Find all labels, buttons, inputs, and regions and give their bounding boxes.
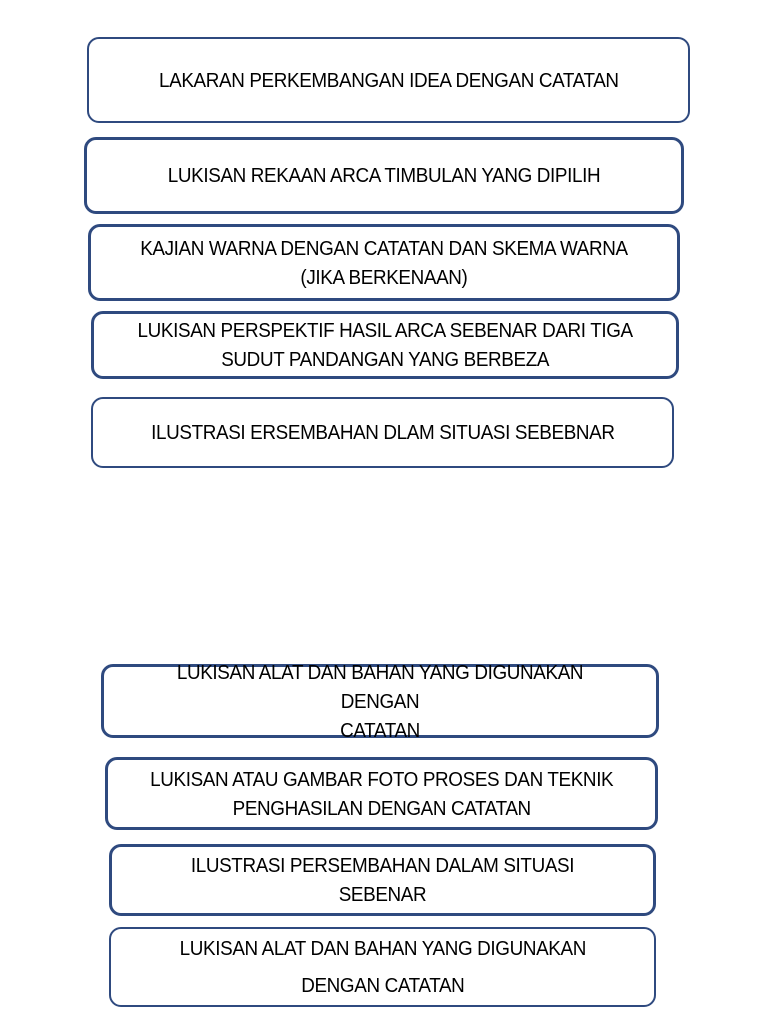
step-label: LUKISAN ATAU GAMBAR FOTO PROSES DAN TEKNIK PENGHASILAN DENGAN CATATAN [149,767,614,820]
step-box-process-photos [105,757,658,830]
step-label: LUKISAN REKAAN ARCA TIMBULAN YANG DIPILIH [167,164,601,187]
step-box-tools-materials [101,660,659,742]
step-label: LUKISAN ALAT DAN BAHAN YANG DIGUNAKAN DENGAN CATATAN [179,937,586,997]
step-label: ILUSTRASI ERSEMBAHAN DLAM SITUASI SEBEBNAR [150,421,615,444]
step-box-perspective-drawing [91,311,679,379]
step-box-relief-design [84,137,684,214]
step-box-sketch-development [87,37,690,123]
step-box-presentation-real-situation [109,844,656,916]
step-label: LAKARAN PERKEMBANGAN IDEA DENGAN CATATAN [158,68,619,92]
step-label: LUKISAN PERSPEKTIF HASIL ARCA SEBENAR DARI TIGA SUDUT PANDANGAN YANG BERBEZA [137,319,633,371]
step-box-tools-materials-notes [109,927,656,1007]
step-label: LUKISAN ALAT DAN BAHAN YANG DIGUNAKAN DENGAN CATATAN [176,660,584,742]
step-box-presentation-illustration [91,397,674,468]
step-label: ILUSTRASI PERSEMBAHAN DALAM SITUASI SEBENAR [190,854,575,906]
step-box-color-study [88,224,680,301]
step-label: KAJIAN WARNA DENGAN CATATAN DAN SKEMA WARNA (JIKA BERKENAAN) [140,236,628,289]
